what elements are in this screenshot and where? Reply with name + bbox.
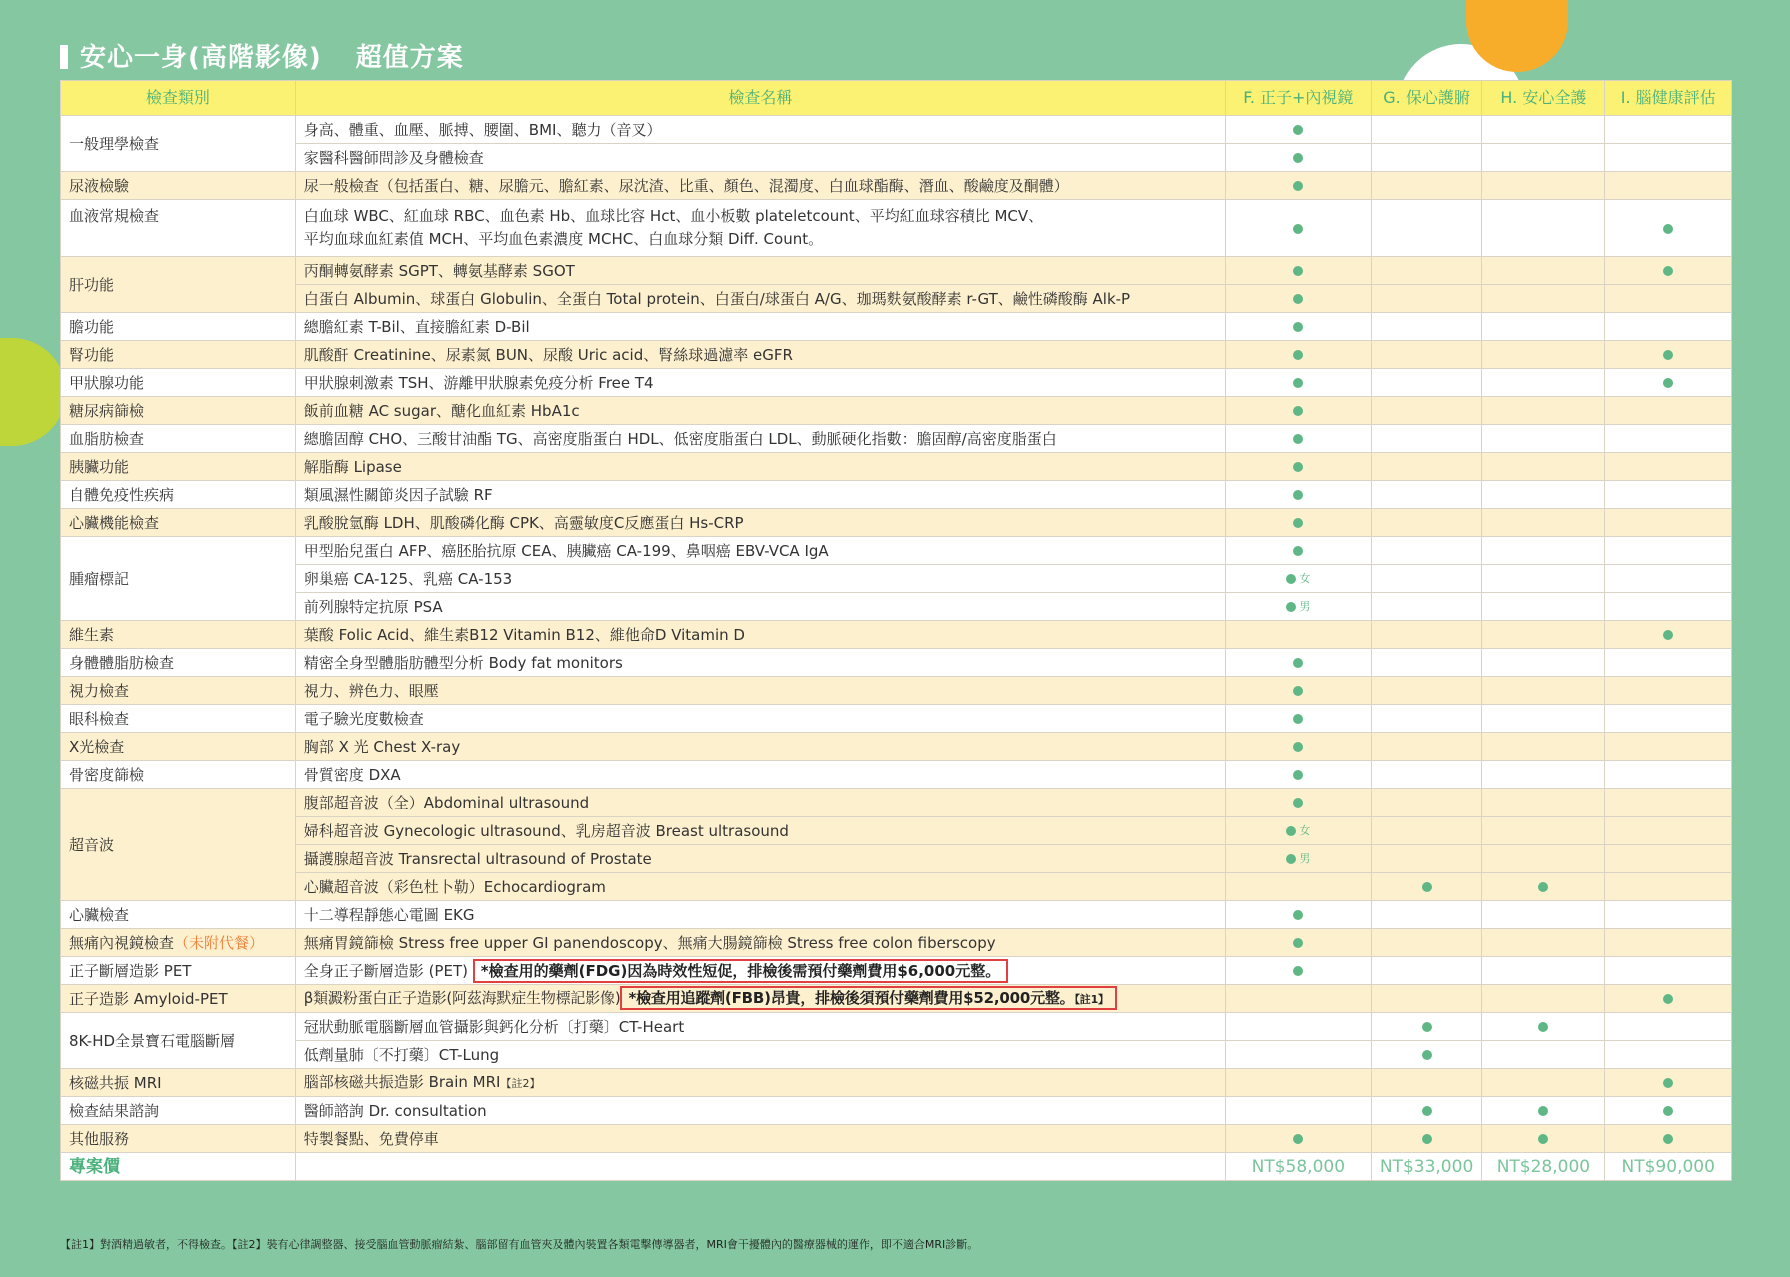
item-name-cell: 甲型胎兒蛋白 AFP、癌胚胎抗原 CEA、胰臟癌 CA-199、鼻咽癌 EBV-VCA IgA	[295, 537, 1225, 565]
category-cell: 核磁共振 MRI	[61, 1069, 296, 1097]
header-item-name: 檢查名稱	[295, 81, 1225, 116]
male-only-label: 男	[1299, 851, 1311, 865]
included-dot-icon	[1293, 714, 1303, 724]
included-dot-icon	[1286, 826, 1296, 836]
table-row	[61, 1069, 1732, 1097]
table-row	[61, 537, 1732, 565]
included-dot-icon	[1293, 742, 1303, 752]
table-row	[61, 873, 1732, 901]
table-row	[61, 649, 1732, 677]
included-dot-icon	[1286, 854, 1296, 864]
item-name-cell: 胸部 X 光 Chest X-ray	[295, 733, 1225, 761]
included-dot-icon	[1663, 224, 1673, 234]
female-only-label: 女	[1299, 823, 1311, 837]
category-cell: 超音波	[61, 789, 296, 901]
item-name-cell: 婦科超音波 Gynecologic ultrasound、乳房超音波 Breast ultrasound	[295, 817, 1225, 845]
included-dot-icon	[1663, 350, 1673, 360]
category-cell: 骨密度篩檢	[61, 761, 296, 789]
category-cell: 其他服務	[61, 1125, 296, 1153]
included-dot-icon	[1422, 1106, 1432, 1116]
category-cell: 一般理學檢查	[61, 116, 296, 172]
item-name-cell: 腹部超音波（全）Abdominal ultrasound	[295, 789, 1225, 817]
table-row	[61, 144, 1732, 172]
table-row	[61, 425, 1732, 453]
table-row	[61, 593, 1732, 621]
table-row	[61, 285, 1732, 313]
category-cell: 尿液檢驗	[61, 172, 296, 200]
category-cell: 腎功能	[61, 341, 296, 369]
item-name-cell: 醫師諮詢 Dr. consultation	[295, 1097, 1225, 1125]
table-row	[61, 929, 1732, 957]
included-dot-icon	[1293, 938, 1303, 948]
category-cell: 8K-HD全景寶石電腦斷層	[61, 1013, 296, 1069]
page-title: 安心一身(高階影像) 超值方案	[60, 38, 464, 78]
table-row	[61, 901, 1732, 929]
included-dot-icon	[1293, 490, 1303, 500]
prepay-warning-box: *檢查用的藥劑(FDG)因為時效性短促，排檢後需預付藥劑費用$6,000元整。	[473, 959, 1008, 983]
included-dot-icon	[1293, 378, 1303, 388]
category-cell: 眼科檢查	[61, 705, 296, 733]
table-row	[61, 677, 1732, 705]
included-dot-icon	[1538, 1106, 1548, 1116]
included-dot-icon	[1293, 910, 1303, 920]
category-cell: 胰臟功能	[61, 453, 296, 481]
category-cell: 血脂肪檢查	[61, 425, 296, 453]
item-name-cell: 電子驗光度數檢查	[295, 705, 1225, 733]
item-name-cell: 腦部核磁共振造影 Brain MRI【註2】	[295, 1069, 1225, 1097]
included-dot-icon	[1293, 153, 1303, 163]
item-name-cell: 冠狀動脈電腦斷層血管攝影與鈣化分析〔打藥〕CT-Heart	[295, 1013, 1225, 1041]
decorative-lime-circle	[0, 338, 66, 446]
included-dot-icon	[1663, 266, 1673, 276]
included-dot-icon	[1293, 658, 1303, 668]
male-only-label: 男	[1299, 599, 1311, 613]
included-dot-icon	[1538, 1022, 1548, 1032]
item-name-cell: 攝護腺超音波 Transrectal ultrasound of Prostate	[295, 845, 1225, 873]
included-dot-icon	[1293, 350, 1303, 360]
category-cell: 正子造影 Amyloid-PET	[61, 985, 296, 1013]
prepay-warning-box: *檢查用追蹤劑(FBB)昂貴，排檢後須預付藥劑費用$52,000元整。【註1】	[620, 986, 1116, 1010]
category-cell: 無痛內視鏡檢查（未附代餐）	[61, 929, 296, 957]
header-plan-h: H. 安心全護	[1482, 81, 1605, 116]
category-cell: 糖尿病篩檢	[61, 397, 296, 425]
included-dot-icon	[1293, 1134, 1303, 1144]
item-name-cell: 類風濕性關節炎因子試驗 RF	[295, 481, 1225, 509]
item-name-cell: 肌酸酐 Creatinine、尿素氮 BUN、尿酸 Uric acid、腎絲球過濾率 eGFR	[295, 341, 1225, 369]
included-dot-icon	[1293, 181, 1303, 191]
included-dot-icon	[1293, 125, 1303, 135]
table-row	[61, 257, 1732, 285]
item-name-cell: 白血球 WBC、紅血球 RBC、血色素 Hb、血球比容 Hct、血小板數 plateletcount、平均紅血球容積比 MCV、 平均血球血紅素值 MCH、平均血色素濃度 MCHC、白血球分類 Diff. Count。	[295, 200, 1225, 257]
table-row	[61, 761, 1732, 789]
checkup-plan-table	[60, 80, 1732, 1181]
table-row	[61, 705, 1732, 733]
item-name-cell: 低劑量肺〔不打藥〕CT-Lung	[295, 1041, 1225, 1069]
price-plan-i: NT$90,000	[1605, 1153, 1732, 1181]
included-dot-icon	[1293, 686, 1303, 696]
item-name-cell: 總膽固醇 CHO、三酸甘油酯 TG、高密度脂蛋白 HDL、低密度脂蛋白 LDL、動脈硬化指數：膽固醇/高密度脂蛋白	[295, 425, 1225, 453]
table-row	[61, 453, 1732, 481]
table-row	[61, 957, 1732, 985]
item-name-cell: 特製餐點、免費停車	[295, 1125, 1225, 1153]
item-name-cell: 乳酸脫氫酶 LDH、肌酸磷化酶 CPK、高靈敏度C反應蛋白 Hs-CRP	[295, 509, 1225, 537]
table-row	[61, 1041, 1732, 1069]
included-dot-icon	[1422, 882, 1432, 892]
header-plan-g: G. 保心護腑	[1371, 81, 1482, 116]
header-plan-f: F. 正子+內視鏡	[1225, 81, 1371, 116]
included-dot-icon	[1293, 406, 1303, 416]
female-only-label: 女	[1299, 571, 1311, 585]
table-row	[61, 172, 1732, 200]
table-row	[61, 1097, 1732, 1125]
item-name-cell: 骨質密度 DXA	[295, 761, 1225, 789]
category-cell: 檢查結果諮詢	[61, 1097, 296, 1125]
header-plan-i: I. 腦健康評估	[1605, 81, 1732, 116]
item-name-cell: β類澱粉蛋白正子造影(阿茲海默症生物標記影像) *檢查用追蹤劑(FBB)昂貴，排檢後須預付藥劑費用$52,000元整。【註1】	[295, 985, 1225, 1013]
table-row	[61, 509, 1732, 537]
included-dot-icon	[1663, 630, 1673, 640]
category-cell: 血液常規檢查	[61, 200, 296, 257]
included-dot-icon	[1422, 1022, 1432, 1032]
included-dot-icon	[1293, 322, 1303, 332]
item-name-cell: 前列腺特定抗原 PSA	[295, 593, 1225, 621]
item-name-cell: 葉酸 Folic Acid、維生素B12 Vitamin B12、維他命D Vitamin D	[295, 621, 1225, 649]
table-row	[61, 565, 1732, 593]
category-cell: 心臟檢查	[61, 901, 296, 929]
price-plan-f: NT$58,000	[1225, 1153, 1371, 1181]
table-row	[61, 313, 1732, 341]
included-dot-icon	[1663, 994, 1673, 1004]
item-name-cell: 甲狀腺刺激素 TSH、游離甲狀腺素免疫分析 Free T4	[295, 369, 1225, 397]
table-row	[61, 341, 1732, 369]
price-label: 專案價	[61, 1153, 296, 1181]
category-cell: 膽功能	[61, 313, 296, 341]
included-dot-icon	[1293, 518, 1303, 528]
header-category: 檢查類別	[61, 81, 296, 116]
included-dot-icon	[1293, 770, 1303, 780]
table-row	[61, 817, 1732, 845]
item-name-cell: 總膽紅素 T-Bil、直接膽紅素 D-Bil	[295, 313, 1225, 341]
included-dot-icon	[1293, 266, 1303, 276]
item-name-cell: 解脂酶 Lipase	[295, 453, 1225, 481]
price-row	[61, 1153, 1732, 1181]
category-cell: 腫瘤標記	[61, 537, 296, 621]
no-meal-note: （未附代餐）	[174, 933, 265, 952]
included-dot-icon	[1663, 1078, 1673, 1088]
table-row	[61, 397, 1732, 425]
item-name-cell: 白蛋白 Albumin、球蛋白 Globulin、全蛋白 Total protein、白蛋白/球蛋白 A/G、珈瑪麩氨酸酵素 r-GT、鹼性磷酸酶 Alk-P	[295, 285, 1225, 313]
included-dot-icon	[1293, 294, 1303, 304]
table-row	[61, 116, 1732, 144]
item-name-cell: 無痛胃鏡篩檢 Stress free upper GI panendoscopy、無痛大腸鏡篩檢 Stress free colon fiberscopy	[295, 929, 1225, 957]
item-name-cell: 飯前血糖 AC sugar、醣化血紅素 HbA1c	[295, 397, 1225, 425]
included-dot-icon	[1293, 462, 1303, 472]
item-name-cell: 丙酮轉氨酵素 SGPT、轉氨基酵素 SGOT	[295, 257, 1225, 285]
table-row	[61, 200, 1732, 257]
table-row	[61, 369, 1732, 397]
price-plan-g: NT$33,000	[1371, 1153, 1482, 1181]
item-name-cell: 身高、體重、血壓、脈搏、腰圍、BMI、聽力（音叉）	[295, 116, 1225, 144]
table-row	[61, 1013, 1732, 1041]
included-dot-icon	[1293, 224, 1303, 234]
category-cell: 身體體脂肪檢查	[61, 649, 296, 677]
item-name-cell: 尿一般檢查（包括蛋白、糖、尿膽元、膽紅素、尿沈渣、比重、顏色、混濁度、白血球酯酶、潛血、酸鹼度及酮體）	[295, 172, 1225, 200]
category-cell: 肝功能	[61, 257, 296, 313]
table-row	[61, 733, 1732, 761]
table-row	[61, 985, 1732, 1013]
category-cell: 甲狀腺功能	[61, 369, 296, 397]
footnote: 【註1】對酒精過敏者，不得檢查。【註2】裝有心律調整器、接受腦血管動脈瘤結紮、腦部留有血管夾及體內裝置各類電擊傳導器者，MRI會干擾體內的醫療器械的運作，即不適合MRI診斷。	[60, 1238, 979, 1251]
included-dot-icon	[1422, 1134, 1432, 1144]
category-cell: 心臟機能檢查	[61, 509, 296, 537]
item-name-cell: 卵巢癌 CA-125、乳癌 CA-153	[295, 565, 1225, 593]
table-row	[61, 789, 1732, 817]
included-dot-icon	[1293, 546, 1303, 556]
table-row	[61, 481, 1732, 509]
included-dot-icon	[1663, 1134, 1673, 1144]
included-dot-icon	[1663, 1106, 1673, 1116]
category-cell: 視力檢查	[61, 677, 296, 705]
table-row	[61, 1125, 1732, 1153]
price-plan-h: NT$28,000	[1482, 1153, 1605, 1181]
table-row	[61, 845, 1732, 873]
item-name-cell: 家醫科醫師問診及身體檢查	[295, 144, 1225, 172]
included-dot-icon	[1286, 602, 1296, 612]
item-name-cell: 心臟超音波（彩色杜卜勒）Echocardiogram	[295, 873, 1225, 901]
category-cell: 維生素	[61, 621, 296, 649]
included-dot-icon	[1422, 1050, 1432, 1060]
category-cell: 自體免疫性疾病	[61, 481, 296, 509]
included-dot-icon	[1293, 966, 1303, 976]
included-dot-icon	[1286, 574, 1296, 584]
included-dot-icon	[1538, 882, 1548, 892]
included-dot-icon	[1538, 1134, 1548, 1144]
table-row	[61, 621, 1732, 649]
item-name-cell: 十二導程靜態心電圖 EKG	[295, 901, 1225, 929]
item-name-cell: 全身正子斷層造影 (PET) *檢查用的藥劑(FDG)因為時效性短促，排檢後需預付藥劑費用$6,000元整。	[295, 957, 1225, 985]
category-cell: X光檢查	[61, 733, 296, 761]
item-name-cell: 視力、辨色力、眼壓	[295, 677, 1225, 705]
included-dot-icon	[1293, 798, 1303, 808]
table-header-row	[61, 81, 1732, 116]
category-cell: 正子斷層造影 PET	[61, 957, 296, 985]
title-bar-icon	[60, 45, 68, 69]
item-name-cell: 精密全身型體脂肪體型分析 Body fat monitors	[295, 649, 1225, 677]
included-dot-icon	[1663, 378, 1673, 388]
included-dot-icon	[1293, 434, 1303, 444]
page-subtitle: 超值方案	[355, 43, 464, 73]
